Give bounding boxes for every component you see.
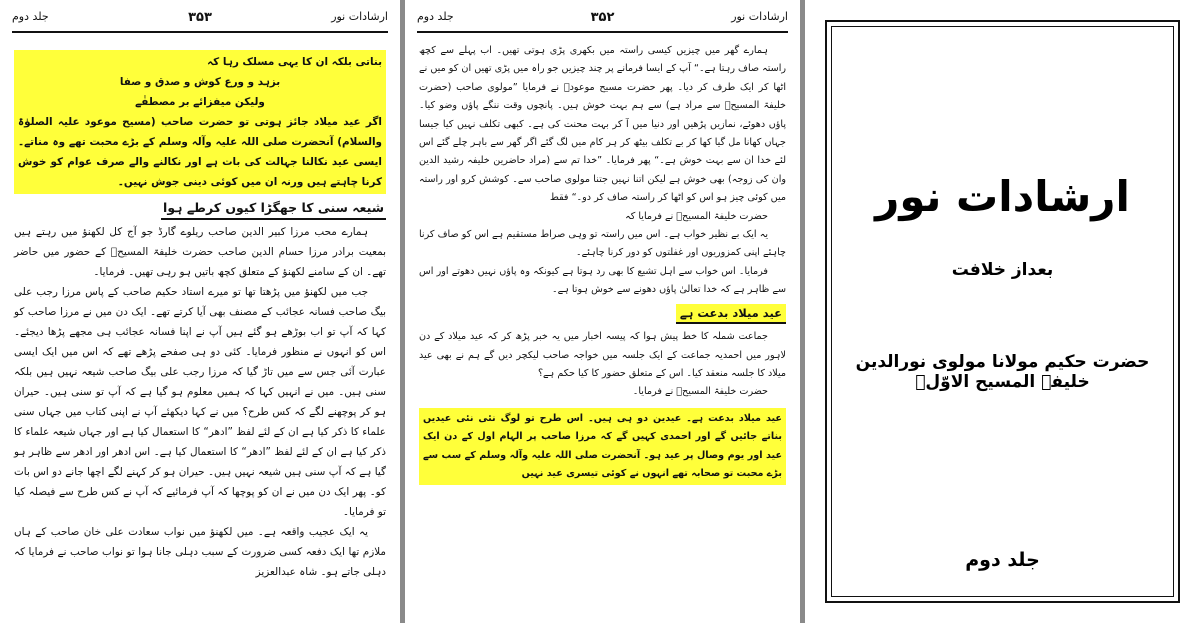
intro-paragraph: اگر عید میلاد جائز ہوتی تو حضرت صاحب (مسیح موعود علیہ الصلوٰۃ والسلام) آنحضرت صلی اللہ علیہ وآلہ وسلم کے بڑے محبت تھے وہ مناتے۔ ایسی عید نکالنا جہالت کی بات ہے اور نکالنے والے صرف عوام کو خوش کرنا چاہتے ہیں ورنہ ان میں کوئی دینی جوش نہیں۔ — [18, 116, 382, 188]
highlighted-intro — [14, 50, 386, 194]
paragraph: یہ ایک بے نظیر خواب ہے۔ اس میں راستہ تو وہی صراط مستقیم ہے اس کو صاف کرنا چاہئے اپنی کمزوریوں اور غفلتوں کو دور کرنا چاہئے۔ — [419, 229, 786, 259]
title-page — [805, 0, 1200, 623]
book-author: حضرت حکیم مولانا مولوی نورالدین خلیفۃ المسیح الاوّلؓ — [855, 352, 1150, 392]
page-353 — [0, 0, 400, 623]
verse-line-2: ولیکن میفزائے بر مصطفٰے — [135, 96, 265, 108]
paragraph: حضرت خلیفۃ المسیحؑ نے فرمایا۔ — [632, 386, 768, 398]
page-header — [417, 10, 788, 28]
paragraph: ہمارے گھر میں چیزیں کیسی راستہ میں بکھری پڑی ہوتی تھیں۔ اب پہلے سے کچھ راستہ صاف رہتا ہے۔“ آپ کے ایسا فرمانے پر چند چیزیں جو راہ میں پڑی تھیں ان کو میں نے اٹھا کر ایک طرف کر دیا۔ پھر حضرت مسیح موعودؑ نے فرمایا ”مولوی صاحب (حضرت خلیفۃ المسیحؑ سے مراد ہے) سے ہم بہت خوش ہیں۔ پانچوں وقت ننگے پاؤں وضو کیا۔ پاؤں دھوئے، نمازیں پڑھیں اور دنیا میں آ کر بہت محنت کی ہے۔ کبھی تکلف نہیں کیا جیسا جہاں کھانا مل گیا کھا کر بے تکلف بیٹھ کر ہر کام میں لگ گئے اگر گھر سے باہر چلے گئے اس لئے خدا ان سے بہت خوش ہے۔“ پھر فرمایا۔ ”خدا تم سے (مراد حاضرین خلیفہ رشید الدین وان کی زوجہ) بھی خوش ہے لیکن اتنا نہیں جتنا مولوی صاحب سے۔ کوشش کرو اور راستہ میں کوئی چیز ہو اس کو اٹھا کر راستہ صاف کر دو۔“ فقط — [419, 45, 786, 204]
paragraph: ہمارے محب مرزا کبیر الدین صاحب ریلوے گارڈ جو آج کل لکھنؤ میں رہتے ہیں بمعیت برادر مرزا حسام الدین صاحب حضرت خلیفۃ المسیحؑ کے حضور میں حاضر تھے۔ ان کے سامنے لکھنؤ کے متعلق کچھ باتیں ہو رہی تھیں۔ فرمایا۔ — [14, 226, 386, 278]
highlighted-paragraph — [419, 408, 786, 486]
intro-line: بناتی بلکہ ان کا یہی مسلک رہا کہ — [207, 56, 382, 68]
header-volume: جلد دوم — [12, 10, 49, 23]
page-352 — [405, 0, 800, 623]
paragraph: فرمایا۔ اس خواب سے اہل تشیع کا بھی رد ہوتا ہے کیونکہ وہ پاؤں نہیں دھوتے اور اس سے ظاہر ہے کہ خدا تعالیٰ پاؤں دھونے سے خوش ہوتا ہے۔ — [419, 265, 786, 296]
header-book-title: ارشادات نور — [331, 10, 388, 23]
header-volume: جلد دوم — [417, 10, 454, 23]
highlight-text: عید میلاد بدعت ہے۔ عیدین دو ہی ہیں۔ اس طرح تو لوگ نئی نئی عیدیں بناتے جائیں گے اور احمدی کہیں گے کہ مرزا صاحب پر الہام اول کے دن ایک عید اور یوم وصال پر عید ہو۔ آنحضرت صلی اللہ علیہ وآلہ وسلم کے سب سے بڑے محبت تو صحابہ تھے انہوں نے کوئی تیسری عید نہیں — [423, 412, 782, 479]
header-page-number: ۳۵۲ — [590, 10, 615, 25]
page-body — [14, 50, 386, 582]
page-body — [419, 42, 786, 485]
header-book-title: ارشادات نور — [731, 10, 788, 23]
paragraph: جب میں لکھنؤ میں پڑھتا تھا تو میرے استاد حکیم صاحب کے پاس مرزا رجب علی بیگ صاحب فسانہ عجائب کے مصنف بھی آیا کرتے تھے۔ ایک دن میں نے مرزا صاحب کو کہا کہ آپ تو اب بوڑھے ہو گئے ہیں آپ نے اپنا فسانہ عجائب ہی مجھے پڑھا دیجئے۔ اس کو انہوں نے منظور فرمایا۔ کئی دو ہی صفحے پڑھے تھے کہ اس میں ایک ایسی عبارت آئی جس سے میں تاڑ گیا کہ مرزا رجب علی بیگ صاحب شیعہ نہیں ہیں بلکہ سنی ہیں۔ میں نے انہیں کہا کہ ہمیں معلوم ہو گیا ہے کہ آپ تو سنی ہیں۔ حیران ہو کر پوچھنے لگے کہ کس طرح؟ میں نے کہا دیکھئے آپ نے اپنی کتاب میں جہاں سنی علماء کا ذکر کیا ہے ان کے لئے لفظ ”ادھر“ کا استعمال کیا ہے اور جہاں شیعہ علماء کا ذکر کیا ہے ان کے لئے لفظ ”ادھر“ کا استعمال کیا ہے۔ اس ادھر اور ادھر سے ظاہر ہو گیا ہے کہ آپ سنی ہیں شیعہ نہیں ہیں۔ حیران ہو کر کہنے لگے اچھا جانے دو اس بات کو۔ پھر ایک دن میں نے ان کو پوچھا کہ آپ فرمائیے کہ آپ نے کس طرح سے فیصلہ کیا تو فرمایا۔ — [14, 286, 386, 518]
book-title: ارشادات نور — [875, 172, 1130, 221]
title-frame-outer — [825, 20, 1180, 603]
book-subtitle: بعداز خلافت — [951, 260, 1054, 280]
paragraph: جماعت شملہ کا خط پیش ہوا کہ پیسہ اخبار میں یہ خبر پڑھ کر کہ عید میلاد کے دن لاہور میں احمدیہ جماعت کے ایک جلسہ میں خواجہ صاحب لیکچر دیں گے ہم نے بھی عید میلاد کا جلسہ منعقد کیا۔ اس کے متعلق حضور کا کیا حکم ہے؟ — [419, 331, 786, 379]
book-volume: جلد دوم — [965, 549, 1040, 571]
section-heading: شیعہ سنی کا جھگڑا کیوں کرطے ہوا — [161, 198, 386, 220]
header-page-number: ۳۵۳ — [188, 10, 212, 25]
page-header — [12, 10, 388, 28]
section-heading: عید میلاد بدعت ہے — [676, 304, 786, 324]
header-rule — [417, 31, 788, 33]
paragraph: یہ ایک عجیب واقعہ ہے۔ میں لکھنؤ میں نواب سعادت علی خان صاحب کے ہاں ملازم تھا ایک دفعہ کسی ضرورت کے سبب دہلی جانا ہوا تو نواب صاحب نے فرمایا کہ دہلی جاتے ہو۔ شاہ عبدالعزیز — [14, 526, 386, 578]
header-rule — [12, 31, 388, 33]
verse-line-1: بزہد و ورع کوش و صدق و صفا — [119, 76, 281, 88]
paragraph: حضرت خلیفۃ المسیحؑ نے فرمایا کہ — [625, 210, 768, 222]
title-frame-inner — [831, 26, 1174, 597]
